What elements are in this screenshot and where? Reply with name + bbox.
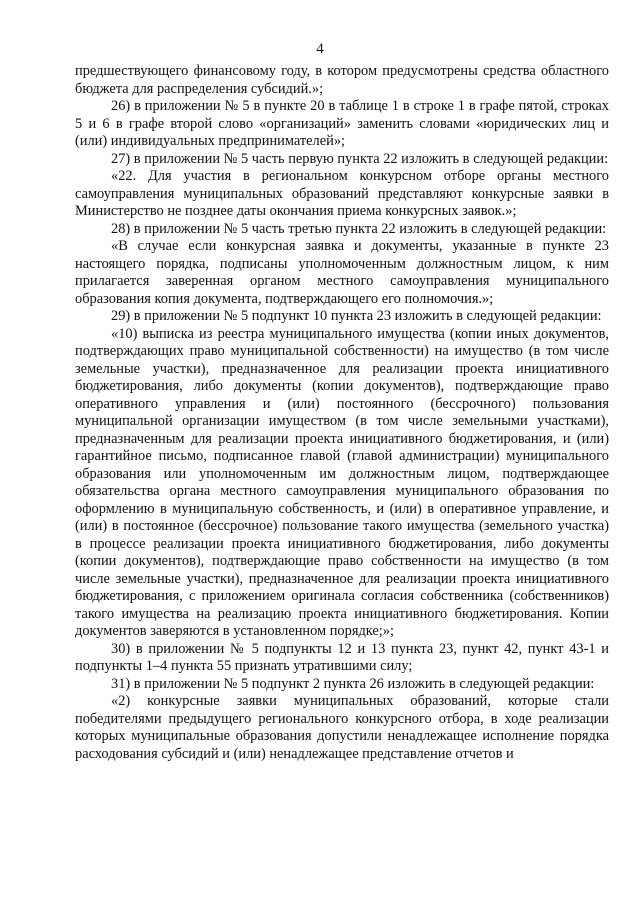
paragraph-item-28: 28) в приложении № 5 часть третью пункта 22 изложить в следующей редакции: [111, 220, 607, 237]
paragraph-quote-22: «22. Для участия в региональном конкурсном отборе органы местного самоуправления муниципальных образований представляют конкурсные заявки в Министерство не позднее даты окончания приема конкурсных заявок.»; [75, 168, 609, 219]
paragraph-item-29: 29) в приложении № 5 подпункт 10 пункта 23 изложить в следующей редакции: [111, 308, 602, 324]
paragraph-quote-case: «В случае если конкурсная заявка и документы, указанные в пункте 23 настоящего порядка, подписаны уполномоченным должностным лицом, к ним прилагается заверенная органом местного самоуправления муниципального образования копия документа, подтверждающего его полномочия.»; [75, 238, 609, 307]
paragraph-item-27: 27) в приложении № 5 часть первую пункта 22 изложить в следующей редакции: [111, 150, 609, 167]
page-number: 4 [316, 41, 324, 57]
paragraph-item-30: 30) в приложении № 5 подпункты 12 и 13 пункта 23, пункт 42, пункт 43-1 и подпункты 1–4 пункта 55 признать утратившими силу; [75, 640, 609, 674]
document-body [75, 63, 609, 763]
paragraph-item-26: 26) в приложении № 5 в пункте 20 в таблице 1 в строке 1 в графе пятой, строках 5 и 6 в графе второй слово «организаций» заменить словами «юридических лиц и (или) индивидуальных предпринимателей»; [75, 98, 609, 149]
paragraph-quote-2: «2) конкурсные заявки муниципальных образований, которые стали победителями предыдущего регионального конкурсного отбора, в ходе реализации которых муниципальные образования допустили ненадлежащее исполнение порядка расходования субсидий и (или) ненадлежащее представление отчетов и [75, 693, 609, 762]
paragraph-item-31: 31) в приложении № 5 подпункт 2 пункта 26 изложить в следующей редакции: [111, 675, 595, 692]
paragraph-continuation: предшествующего финансовому году, в котором предусмотрены средства областного бюджета для распределения субсидий.»; [75, 63, 609, 97]
paragraph-quote-10: «10) выписка из реестра муниципального имущества (копии иных документов, подтверждающих право муниципальной собственности) на имущество (в том числе земельные участки), предназначенное для реализации проекта инициативного бюджетирования, либо документы (копии документов), подтверждающие право оперативного управления и (или) постоянного (бессрочного) пользования муниципальной организации имуществом (в том числе земельными участками), предназначенным для реализации проекта инициативного бюджетирования, и (или) гарантийное письмо, подписанное главой (главой администрации) муниципального образования или уполномоченным им должностным лицом, подтверждающее обязательства органа местного самоуправления муниципального образования по оформлению в муниципальную собственность, и (или) в оперативное управление, и (или) в постоянное (бессрочное) пользование такого имущества (земельного участка) в процессе реализации проекта инициативного бюджетирования, либо документы (копии документов), подтверждающие право собственности на имущество (в том числе земельные участки), предназначенное для реализации проекта инициативного бюджетирования, с приложением оригинала согласия собственника (собственников) такого имущества на реализацию проекта инициативного бюджетирования. Копии документов заверяются в установленном порядке;»; [75, 325, 609, 639]
